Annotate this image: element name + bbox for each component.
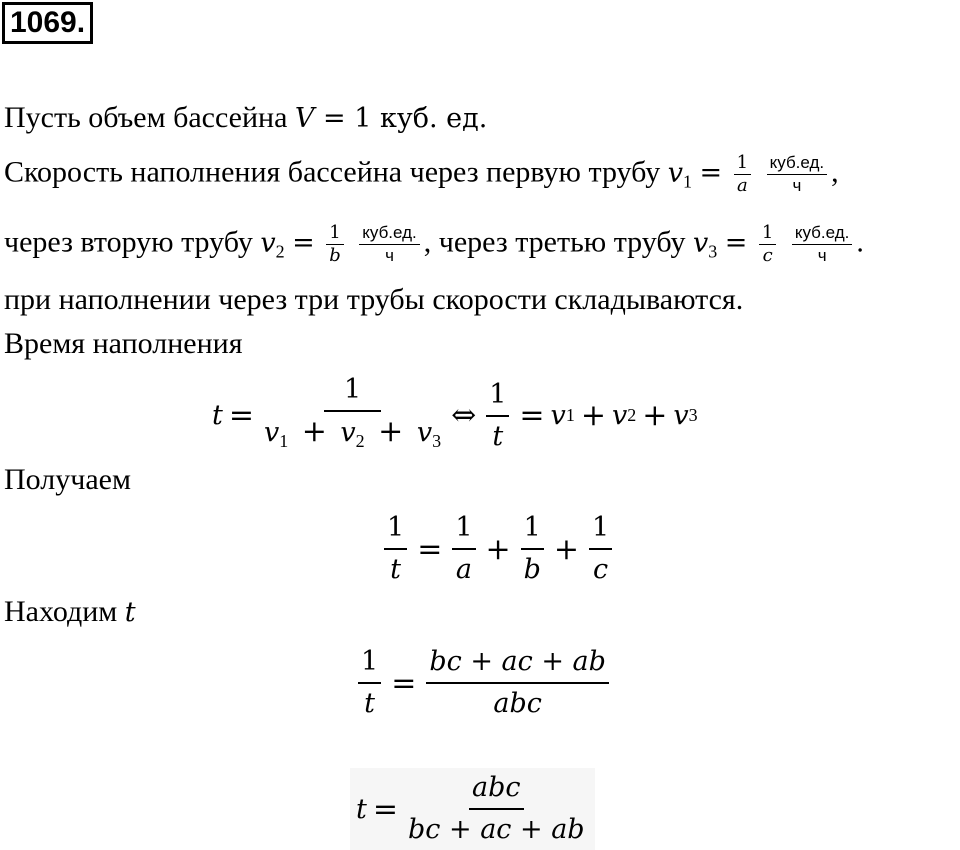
frac-num: 1 bbox=[589, 508, 612, 550]
frac-den-sum bbox=[264, 412, 441, 461]
frac-num: 1 bbox=[324, 370, 381, 412]
frac-den: c bbox=[762, 245, 773, 266]
unit-num: куб.ед. bbox=[792, 222, 853, 245]
var-v1: v bbox=[264, 417, 280, 448]
unit-frac bbox=[792, 222, 853, 267]
var-v3: v bbox=[673, 400, 689, 431]
text-line-pipe2-3 bbox=[4, 222, 864, 269]
frac-1-over-t bbox=[358, 642, 381, 724]
frac-num: 1 bbox=[452, 508, 475, 550]
plus: + bbox=[580, 398, 606, 433]
period: . bbox=[856, 225, 864, 259]
text-line-time: Время наполнения bbox=[4, 327, 243, 360]
frac-den: c bbox=[593, 554, 609, 585]
var-v3: v bbox=[416, 417, 433, 448]
frac-num: 1 bbox=[521, 508, 544, 550]
frac-1-over-a bbox=[452, 508, 475, 590]
text-volume-value: = 1 куб. ед. bbox=[314, 103, 488, 134]
sub-3: 3 bbox=[688, 405, 698, 425]
equation-reciprocal-sum bbox=[380, 508, 616, 590]
frac-den: b bbox=[329, 245, 341, 266]
var-v2: v bbox=[340, 417, 356, 448]
unit-den: ч bbox=[385, 246, 394, 265]
unit-den: ч bbox=[792, 176, 802, 195]
eq-sign: = bbox=[372, 791, 398, 827]
frac-den: a bbox=[455, 554, 472, 585]
unit-num: куб.ед. bbox=[767, 152, 828, 175]
frac-num: 1 bbox=[486, 375, 509, 417]
text-pipe3-intro: , через третью трубу bbox=[423, 225, 694, 259]
frac-num: 1 bbox=[358, 642, 381, 684]
text-line-volume bbox=[4, 100, 487, 137]
frac-1-over-c bbox=[589, 508, 612, 590]
frac-num: 1 bbox=[734, 152, 751, 175]
frac-den: t bbox=[390, 554, 402, 585]
var-t: t bbox=[124, 597, 136, 628]
var-v1: v bbox=[667, 157, 684, 189]
frac-num: 1 bbox=[384, 508, 407, 550]
text-volume-intro: Пусть объем бассейна bbox=[4, 101, 295, 134]
frac-den: a bbox=[737, 175, 748, 196]
frac-1-over-b bbox=[521, 508, 544, 590]
frac-1-over-t bbox=[486, 375, 509, 457]
frac-abc-over-sum bbox=[408, 768, 585, 850]
text-line-pipe1 bbox=[4, 152, 839, 199]
plus: + bbox=[553, 531, 579, 567]
unit-den: ч bbox=[817, 246, 827, 265]
frac-den: t bbox=[492, 420, 504, 452]
unit-frac bbox=[767, 152, 828, 197]
sub-2: 2 bbox=[275, 241, 285, 262]
plus: + bbox=[301, 414, 327, 449]
sub-3: 3 bbox=[432, 431, 442, 451]
text-line-find-t bbox=[4, 594, 136, 631]
frac-1-over-b bbox=[326, 222, 343, 267]
var-v3: v bbox=[693, 227, 709, 259]
sub-3: 3 bbox=[708, 241, 718, 262]
eq-sign: = bbox=[292, 227, 315, 259]
sub-2: 2 bbox=[355, 431, 365, 451]
equation-combined bbox=[354, 642, 613, 724]
text-line-get: Получаем bbox=[4, 463, 131, 496]
problem-number: 1069. bbox=[2, 2, 93, 44]
eq-sign: = bbox=[417, 531, 443, 567]
var-v1: v bbox=[550, 400, 566, 431]
sub-1: 1 bbox=[279, 431, 289, 451]
frac-1-over-sum bbox=[264, 370, 441, 461]
comma: , bbox=[831, 155, 839, 189]
frac-den: b bbox=[523, 554, 541, 585]
plus: + bbox=[642, 398, 668, 433]
plus: + bbox=[485, 531, 511, 567]
text-pipe1-intro: Скорость наполнения бассейна через первую трубу bbox=[4, 155, 668, 189]
text-find: Находим bbox=[4, 595, 125, 628]
eq-sign: = bbox=[699, 157, 723, 189]
frac-1-over-a bbox=[734, 152, 751, 197]
plus: + bbox=[378, 414, 404, 449]
frac-den: t bbox=[364, 688, 376, 719]
unit-num: куб.ед. bbox=[359, 222, 420, 245]
var-v2: v bbox=[260, 227, 276, 259]
eq-sign: = bbox=[228, 398, 254, 433]
frac-num: 1 bbox=[326, 222, 343, 245]
sub-2: 2 bbox=[627, 405, 637, 425]
var-t: t bbox=[356, 793, 367, 825]
frac-1-over-t bbox=[384, 508, 407, 590]
equation-time bbox=[212, 370, 698, 461]
var-t: t bbox=[212, 400, 223, 431]
sub-1: 1 bbox=[683, 171, 693, 192]
frac-num: bc + ac + ab bbox=[426, 642, 609, 684]
frac-den: bc + ac + ab bbox=[408, 814, 585, 845]
frac-den: abc bbox=[493, 688, 542, 719]
eq-sign: = bbox=[391, 665, 417, 701]
var-v2: v bbox=[611, 400, 628, 431]
unit-frac bbox=[359, 222, 420, 267]
eq-sign: = bbox=[724, 227, 748, 259]
frac-num: abc bbox=[469, 768, 524, 810]
frac-1-over-c bbox=[759, 222, 776, 267]
sub-1: 1 bbox=[565, 405, 575, 425]
text-pipe2-intro: через вторую трубу bbox=[4, 225, 261, 259]
text-line-sum-note: при наполнении через три трубы скорости складываются. bbox=[4, 283, 744, 316]
frac-sum-over-abc bbox=[426, 642, 609, 724]
frac-num: 1 bbox=[759, 222, 776, 245]
eq-sign: = bbox=[519, 398, 545, 433]
iff-symbol: ⇔ bbox=[451, 398, 477, 433]
var-V: V bbox=[294, 103, 315, 134]
equation-answer bbox=[350, 768, 595, 850]
